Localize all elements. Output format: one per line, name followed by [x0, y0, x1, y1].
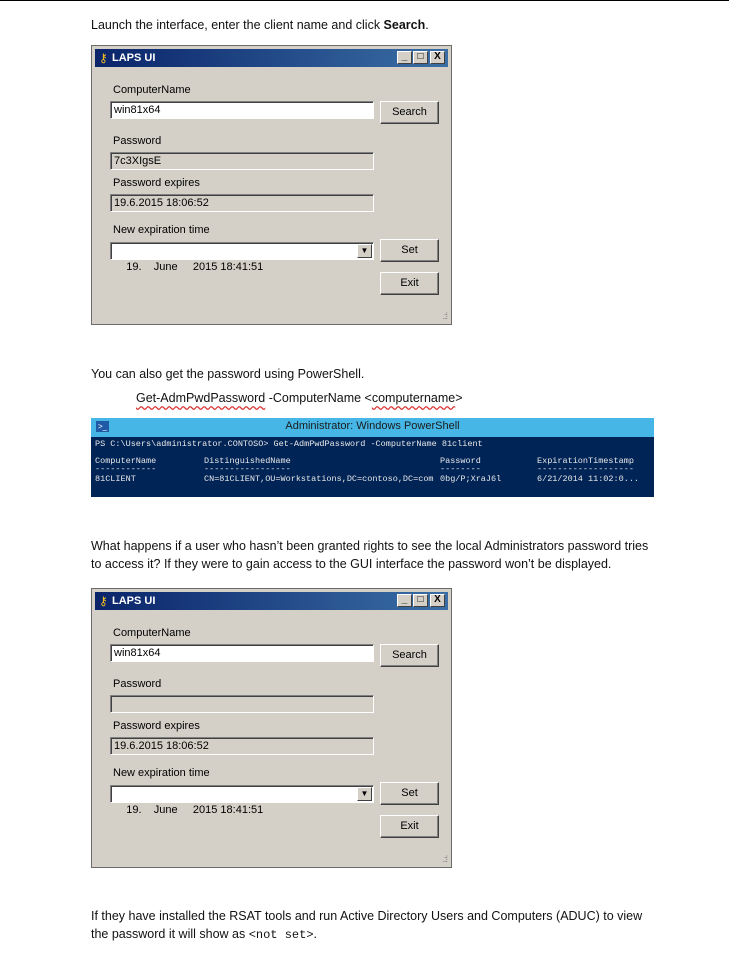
close-button[interactable]: X [430, 594, 445, 607]
ps-close: > [455, 391, 463, 405]
minimize-button[interactable]: _ [397, 51, 412, 64]
new-expiration-picker[interactable] [110, 785, 374, 816]
ps-command-line [136, 389, 463, 407]
dropdown-arrow-icon[interactable]: ▼ [357, 244, 372, 258]
laps-window-1 [91, 45, 452, 325]
powershell-title: Administrator: Windows PowerShell [285, 420, 460, 432]
question-paragraph: What happens if a user who hasn’t been granted rights to see the local Administrators password tries to access it? If they were to gain access to the GUI interface the password won’t be displayed. [91, 539, 649, 571]
dropdown-arrow-icon[interactable]: ▼ [357, 787, 372, 801]
ps-header-dn: DistinguishedName [204, 456, 291, 466]
intro-end: . [425, 18, 429, 32]
ps-intro: You can also get the password using PowerShell. [91, 367, 365, 381]
computer-name-label: ComputerName [113, 84, 191, 96]
password-expires-label: Password expires [113, 177, 200, 189]
search-button[interactable]: Search [380, 644, 439, 667]
ps-row-expiration: 6/21/2014 11:02:0... [537, 474, 640, 484]
not-set-code: <not set> [248, 928, 314, 942]
title-bar[interactable] [95, 592, 448, 610]
new-expiration-label: New expiration time [113, 224, 210, 236]
powershell-window [91, 418, 654, 497]
new-expiration-picker[interactable] [110, 242, 374, 273]
ps-placeholder: computername [371, 391, 456, 405]
computer-name-input[interactable]: win81x64 [110, 644, 374, 662]
intro-bold: Search [383, 18, 426, 32]
search-button[interactable]: Search [380, 101, 439, 124]
maximize-button[interactable]: □ [413, 594, 428, 607]
maximize-button[interactable]: □ [413, 51, 428, 64]
password-field: 7c3XIgsE [110, 152, 374, 170]
ps-row-password: 0bg/P;XraJ6l [440, 474, 502, 484]
set-button[interactable]: Set [380, 782, 439, 805]
password-label: Password [113, 678, 162, 690]
intro-text: Launch the interface, enter the client name and click [91, 18, 384, 32]
closing-text: If they have installed the RSAT tools and run Active Directory Users and Computers (ADUC) to view the password it will show as [91, 909, 643, 941]
exit-button[interactable]: Exit [380, 815, 439, 838]
window-title: LAPS UI [112, 595, 156, 607]
exit-button[interactable]: Exit [380, 272, 439, 295]
computer-name-input[interactable]: win81x64 [110, 101, 374, 119]
resize-grip-icon[interactable]: .:⁞ [442, 854, 447, 864]
laps-window-2 [91, 588, 452, 868]
password-expires-field: 19.6.2015 18:06:52 [110, 737, 374, 755]
new-expiration-value: 19. June 2015 18:41:51 [126, 804, 264, 816]
ps-prompt: PS C:\Users\administrator.CONTOSO> Get-AdmPwdPassword -ComputerName 81client [95, 439, 483, 449]
top-rule [0, 0, 729, 1]
powershell-title-bar[interactable] [91, 418, 654, 437]
set-button[interactable]: Set [380, 239, 439, 262]
closing-end: . [313, 927, 317, 941]
window-title: LAPS UI [112, 52, 156, 64]
ps-header-expiration: ExpirationTimestamp [537, 456, 634, 466]
ps-row-dn: CN=81CLIENT,OU=Workstations,DC=contoso,DC=com [204, 474, 434, 484]
key-icon: ⚷ [99, 594, 108, 608]
ps-row-computer: 81CLIENT [95, 474, 136, 484]
close-button[interactable]: X [430, 51, 445, 64]
new-expiration-label: New expiration time [113, 767, 210, 779]
ps-cmdlet: Get-AdmPwdPassword [136, 391, 266, 405]
ps-header-password: Password [440, 456, 481, 466]
ps-header-computer: ComputerName [95, 456, 157, 466]
powershell-icon: >_ [97, 422, 108, 431]
title-bar[interactable] [95, 49, 448, 67]
password-field [110, 695, 374, 713]
password-expires-label: Password expires [113, 720, 200, 732]
password-label: Password [113, 135, 162, 147]
ps-param: -ComputerName < [265, 391, 372, 405]
password-expires-field: 19.6.2015 18:06:52 [110, 194, 374, 212]
minimize-button[interactable]: _ [397, 594, 412, 607]
ps-dash-expiration: ------------------- [537, 464, 634, 474]
ps-dash-dn: ----------------- [204, 464, 291, 474]
new-expiration-value: 19. June 2015 18:41:51 [126, 261, 264, 273]
resize-grip-icon[interactable]: .:⁞ [442, 311, 447, 321]
ps-dash-password: -------- [440, 464, 481, 474]
computer-name-label: ComputerName [113, 627, 191, 639]
intro-paragraph [91, 16, 429, 34]
key-icon: ⚷ [99, 51, 108, 65]
ps-dash-computer: ------------ [95, 464, 157, 474]
closing-paragraph [91, 907, 651, 944]
